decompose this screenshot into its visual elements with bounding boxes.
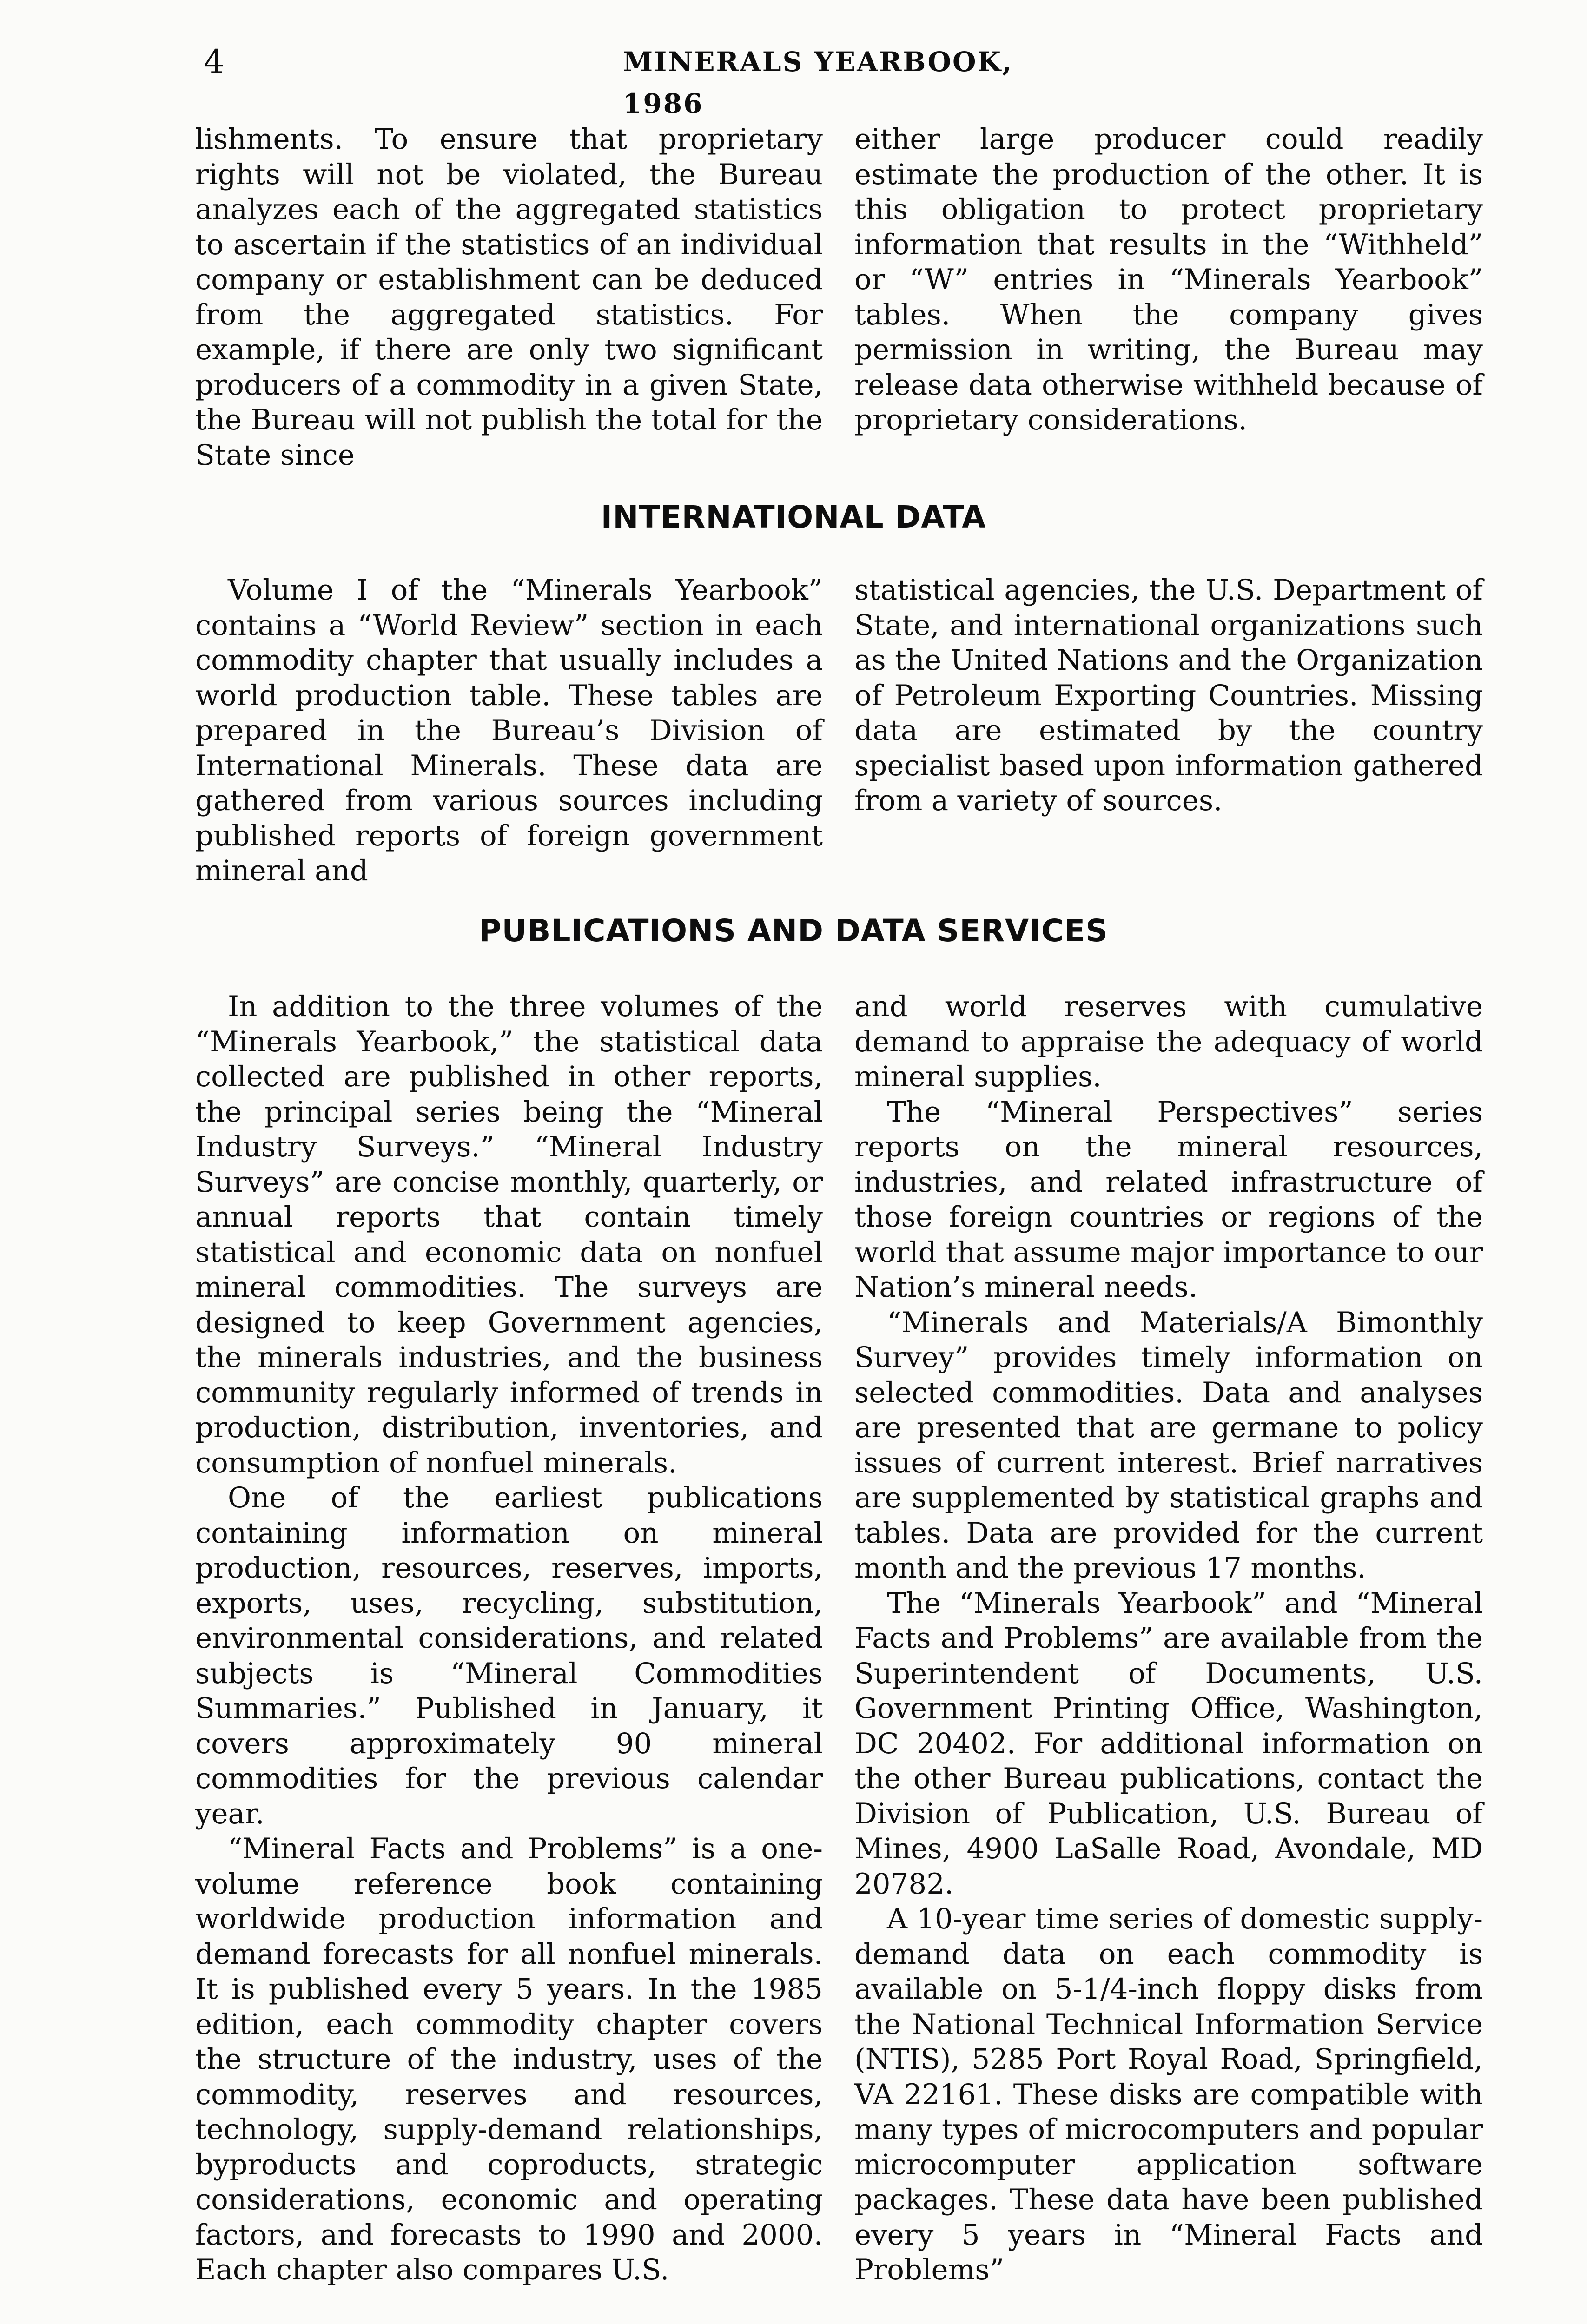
paragraph: either large producer could readily estimate the production of the other. It is this obligation to protect proprietary information that results in the “Withheld” or “W” entries in “Minerals Yearbook” tables. When the company gives permission in writing, the Bureau may release data otherwise withheld because of proprietary considerations. [854, 123, 1483, 436]
paragraph: statistical agencies, the U.S. Department of State, and international organizations such as the United Nations and the Organization of Petroleum Exporting Countries. Missing data are estimated by the country specialist based upon information gathered from a variety of sources. [854, 574, 1483, 817]
paragraph: and world reserves with cumulative demand to appraise the adequacy of world mineral supplies. [854, 990, 1483, 1093]
paragraph: In addition to the three volumes of the “Minerals Yearbook,” the statistical data collected are published in other reports, the principal series being the “Mineral Industry Surveys.” “Mineral Industry Surveys” are concise monthly, quarterly, or annual reports that contain timely statistical and economic data on nonfuel mineral commodities. The surveys are designed to keep Government agencies, the minerals industries, and the business community regularly informed of trends in production, distribution, inventories, and consumption of nonfuel minerals. [195, 990, 823, 1479]
paragraph: One of the earliest publications containing information on mineral production, resources, reserves, imports, exports, uses, recycling, substitution, environmental considerations, and related subjects is “Mineral Commodities Summaries.” Published in January, it covers approximately 90 mineral commodities for the previous calendar year. [195, 1481, 823, 1830]
top-column-right [854, 122, 1483, 438]
paragraph: lishments. To ensure that proprietary rights will not be violated, the Bureau analyzes each of the aggregated statistics to ascertain if the statistics of an individual company or establishment can be deduced from the aggregated statistics. For example, if there are only two significant producers of a commodity in a given State, the Bureau will not publish the total for the State since [195, 123, 823, 472]
top-column-left [195, 122, 823, 473]
international-column-right [854, 573, 1483, 819]
paragraph: “Mineral Facts and Problems” is a one-volume reference book containing worldwide production information and demand forecasts for all nonfuel minerals. It is published every 5 years. In the 1985 edition, each commodity chapter covers the structure of the industry, uses of the commodity, reserves and resources, technology, supply-demand relationships, byproducts and coproducts, strategic considerations, economic and operating factors, and forecasts to 1990 and 2000. Each chapter also compares U.S. [195, 1832, 823, 2286]
paragraph: Volume I of the “Minerals Yearbook” contains a “World Review” section in each commodity chapter that usually includes a world production table. These tables are prepared in the Bureau’s Division of International Minerals. These data are gathered from various sources including published reports of foreign government mineral and [195, 574, 823, 887]
page-header [0, 41, 1587, 119]
paragraph: The “Minerals Yearbook” and “Mineral Facts and Problems” are available from the Superintendent of Documents, U.S. Government Printing Office, Washington, DC 20402. For additional information on the other Bureau publications, contact the Division of Publication, U.S. Bureau of Mines, 4900 LaSalle Road, Avondale, MD 20782. [854, 1586, 1483, 1901]
section-heading-international-data: INTERNATIONAL DATA [601, 499, 986, 535]
paragraph: The “Mineral Perspectives” series reports on the mineral resources, industries, and related infrastructure of those foreign countries or regions of the world that assume major importance to our Nation’s mineral needs. [854, 1095, 1483, 1304]
international-column-left [195, 573, 823, 889]
page-number: 4 [204, 43, 225, 81]
running-title: MINERALS YEARBOOK, 1986 [623, 46, 1013, 119]
section-heading-publications: PUBLICATIONS AND DATA SERVICES [479, 913, 1108, 949]
paragraph: A 10-year time series of domestic supply-demand data on each commodity is available on 5-1/4-inch floppy disks from the National Technical Information Service (NTIS), 5285 Port Royal Road, Springfield, VA 22161. These disks are compatible with many types of microcomputers and popular microcomputer application software packages. These data have been published every 5 years in “Mineral Facts and Problems” [854, 1902, 1483, 2286]
paragraph: “Minerals and Materials/A Bimonthly Survey” provides timely information on selected commodities. Data and analyses are presented that are germane to policy issues of current interest. Brief narratives are supplemented by statistical graphs and tables. Data are provided for the current month and the previous 17 months. [854, 1306, 1483, 1585]
publications-column-left [195, 989, 823, 2288]
publications-column-right [854, 989, 1483, 2288]
